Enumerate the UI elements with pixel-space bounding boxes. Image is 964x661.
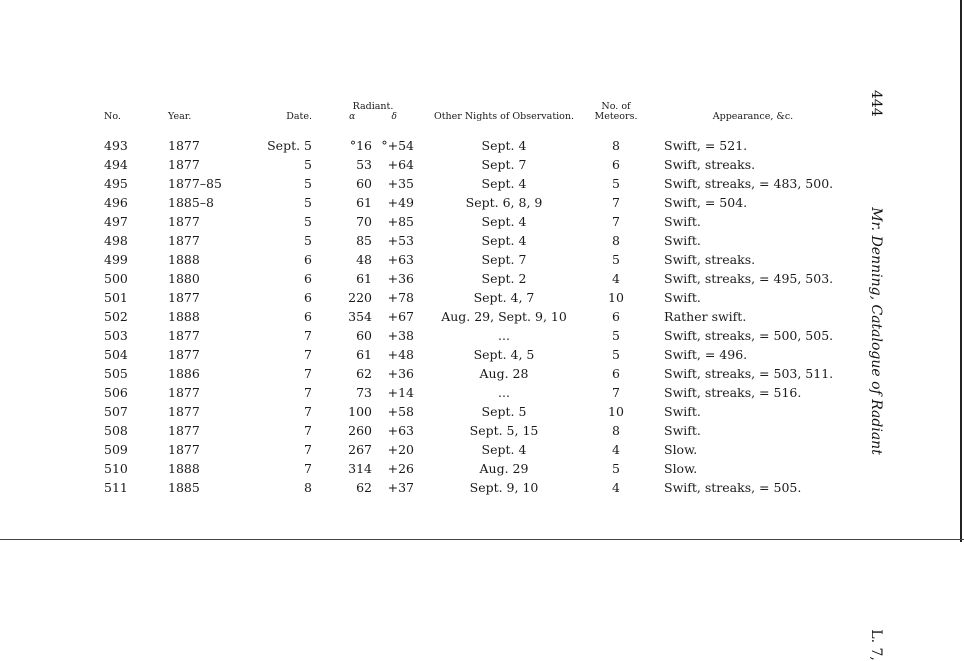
- header-date: Date.: [286, 111, 312, 122]
- row-right-ascension: 314: [348, 461, 372, 476]
- row-date: 5: [304, 176, 312, 191]
- table-row: [96, 136, 842, 155]
- row-right-ascension: 354: [348, 309, 372, 324]
- row-right-ascension: °16: [349, 138, 372, 153]
- row-other-nights: ...: [498, 328, 510, 343]
- header-radiant-label: Radiant.: [352, 101, 394, 112]
- header-meteors: No. of Meteors.: [594, 101, 638, 122]
- header-radiant: [332, 102, 414, 136]
- row-number: 498: [104, 233, 128, 248]
- row-number: 510: [104, 461, 128, 476]
- row-other-nights: Sept. 5, 15: [469, 423, 539, 438]
- page-bottom-line: [0, 539, 964, 540]
- row-appearance: Swift, streaks, = 500, 505.: [664, 328, 834, 343]
- running-tail: L. 7,: [868, 629, 884, 661]
- row-meteor-count: 7: [612, 195, 620, 210]
- row-number: 500: [104, 271, 128, 286]
- row-appearance: Swift, streaks.: [664, 252, 756, 267]
- row-declination: +36: [387, 271, 414, 286]
- row-appearance: Swift, streaks.: [664, 157, 756, 172]
- row-other-nights: ...: [498, 385, 510, 400]
- row-right-ascension: 61: [356, 271, 372, 286]
- table-row: [96, 364, 842, 383]
- row-date: 6: [304, 252, 312, 267]
- row-declination: +67: [387, 309, 414, 324]
- row-year: 1877: [168, 404, 200, 419]
- table-row: [96, 155, 842, 174]
- row-date: Sept. 5: [267, 138, 312, 153]
- row-declination: +63: [387, 423, 414, 438]
- row-meteor-count: 4: [612, 271, 620, 286]
- row-meteor-count: 10: [608, 290, 624, 305]
- row-number: 501: [104, 290, 128, 305]
- row-number: 494: [104, 157, 128, 172]
- row-date: 7: [304, 347, 312, 362]
- row-appearance: Swift, streaks, = 495, 503.: [664, 271, 834, 286]
- row-number: 508: [104, 423, 128, 438]
- row-declination: +49: [387, 195, 414, 210]
- row-right-ascension: 73: [356, 385, 372, 400]
- row-date: 5: [304, 214, 312, 229]
- row-year: 1877: [168, 442, 200, 457]
- row-other-nights: Sept. 6, 8, 9: [465, 195, 543, 210]
- header-year: Year.: [168, 111, 192, 122]
- row-other-nights: Aug. 29: [479, 461, 529, 476]
- row-other-nights: Sept. 4, 5: [473, 347, 535, 362]
- row-number: 495: [104, 176, 128, 191]
- row-appearance: Swift, streaks, = 505.: [664, 480, 802, 495]
- row-year: 1885–8: [168, 195, 215, 210]
- row-gap: [638, 136, 664, 155]
- row-date: 7: [304, 423, 312, 438]
- row-right-ascension: 70: [356, 214, 372, 229]
- row-number: 497: [104, 214, 128, 229]
- table-row: [96, 307, 842, 326]
- row-meteor-count: 4: [612, 480, 620, 495]
- row-gap: [638, 307, 664, 326]
- row-right-ascension: 100: [348, 404, 372, 419]
- row-number: 496: [104, 195, 128, 210]
- row-declination: +78: [387, 290, 414, 305]
- row-declination: +53: [387, 233, 414, 248]
- row-declination: +85: [387, 214, 414, 229]
- row-appearance: Swift.: [664, 214, 701, 229]
- row-number: 511: [104, 480, 128, 495]
- row-date: 5: [304, 195, 312, 210]
- row-right-ascension: 267: [348, 442, 372, 457]
- row-year: 1877: [168, 233, 200, 248]
- row-other-nights: Sept. 4: [481, 442, 527, 457]
- row-declination: +35: [387, 176, 414, 191]
- header-alpha: α: [349, 112, 356, 122]
- row-number: 503: [104, 328, 128, 343]
- row-year: 1877–85: [168, 176, 222, 191]
- row-other-nights: Aug. 29, Sept. 9, 10: [441, 309, 567, 324]
- row-meteor-count: 5: [612, 461, 620, 476]
- table-row: [96, 174, 842, 193]
- row-other-nights: Sept. 4: [481, 214, 527, 229]
- row-gap: [638, 174, 664, 193]
- row-date: 5: [304, 157, 312, 172]
- row-right-ascension: 60: [356, 176, 372, 191]
- row-number: 506: [104, 385, 128, 400]
- header-gap: [638, 102, 664, 136]
- row-meteor-count: 7: [612, 214, 620, 229]
- row-date: 7: [304, 366, 312, 381]
- table-row: [96, 402, 842, 421]
- row-other-nights: Sept. 7: [481, 157, 527, 172]
- row-date: 6: [304, 290, 312, 305]
- row-declination: +63: [387, 252, 414, 267]
- row-meteor-count: 5: [612, 347, 620, 362]
- row-right-ascension: 61: [356, 195, 372, 210]
- header-other-nights: Other Nights of Observation.: [433, 111, 575, 122]
- row-declination: +37: [387, 480, 414, 495]
- row-gap: [638, 250, 664, 269]
- row-gap: [638, 155, 664, 174]
- table-row: [96, 478, 842, 497]
- row-year: 1877: [168, 347, 200, 362]
- header-no: No.: [104, 111, 121, 122]
- header-appearance: Appearance, &c.: [712, 111, 794, 122]
- row-appearance: Rather swift.: [664, 309, 747, 324]
- row-meteor-count: 6: [612, 309, 620, 324]
- row-gap: [638, 288, 664, 307]
- radiant-catalogue-table: [96, 102, 842, 497]
- row-number: 507: [104, 404, 128, 419]
- row-declination: +36: [387, 366, 414, 381]
- row-year: 1877: [168, 290, 200, 305]
- row-gap: [638, 459, 664, 478]
- row-other-nights: Sept. 4: [481, 176, 527, 191]
- table-row: [96, 421, 842, 440]
- running-head: [868, 90, 884, 661]
- table-row: [96, 383, 842, 402]
- row-declination: +64: [387, 157, 414, 172]
- row-appearance: Slow.: [664, 442, 698, 457]
- row-year: 1877: [168, 157, 200, 172]
- row-year: 1885: [168, 480, 200, 495]
- row-appearance: Slow.: [664, 461, 698, 476]
- row-meteor-count: 7: [612, 385, 620, 400]
- row-date: 7: [304, 328, 312, 343]
- row-date: 6: [304, 271, 312, 286]
- table-header-row: [96, 102, 842, 136]
- row-other-nights: Aug. 28: [479, 366, 529, 381]
- row-right-ascension: 260: [348, 423, 372, 438]
- row-date: 5: [304, 233, 312, 248]
- row-meteor-count: 5: [612, 176, 620, 191]
- row-other-nights: Sept. 9, 10: [469, 480, 539, 495]
- row-other-nights: Sept. 2: [481, 271, 527, 286]
- table-row: [96, 288, 842, 307]
- row-other-nights: Sept. 5: [481, 404, 527, 419]
- row-other-nights: Sept. 4: [481, 138, 527, 153]
- table-row: [96, 212, 842, 231]
- row-number: 509: [104, 442, 128, 457]
- row-year: 1877: [168, 385, 200, 400]
- row-right-ascension: 220: [348, 290, 372, 305]
- row-gap: [638, 326, 664, 345]
- row-date: 8: [304, 480, 312, 495]
- table-row: [96, 326, 842, 345]
- row-gap: [638, 193, 664, 212]
- row-number: 504: [104, 347, 128, 362]
- page-edge-line: [960, 0, 962, 542]
- row-meteor-count: 8: [612, 423, 620, 438]
- row-gap: [638, 231, 664, 250]
- row-declination: +20: [387, 442, 414, 457]
- row-meteor-count: 8: [612, 138, 620, 153]
- table-row: [96, 193, 842, 212]
- table-row: [96, 440, 842, 459]
- row-right-ascension: 53: [356, 157, 372, 172]
- row-appearance: Swift, streaks, = 503, 511.: [664, 366, 834, 381]
- row-declination: +14: [387, 385, 414, 400]
- row-gap: [638, 383, 664, 402]
- row-right-ascension: 62: [356, 366, 372, 381]
- row-declination: °+54: [381, 138, 414, 153]
- row-number: 499: [104, 252, 128, 267]
- row-meteor-count: 8: [612, 233, 620, 248]
- row-meteor-count: 10: [608, 404, 624, 419]
- row-year: 1877: [168, 328, 200, 343]
- row-meteor-count: 5: [612, 252, 620, 267]
- row-appearance: Swift, = 496.: [664, 347, 748, 362]
- row-gap: [638, 269, 664, 288]
- row-year: 1877: [168, 214, 200, 229]
- row-number: 502: [104, 309, 128, 324]
- row-date: 6: [304, 309, 312, 324]
- row-year: 1880: [168, 271, 200, 286]
- row-gap: [638, 478, 664, 497]
- row-date: 7: [304, 461, 312, 476]
- row-other-nights: Sept. 4, 7: [473, 290, 535, 305]
- row-appearance: Swift.: [664, 233, 701, 248]
- row-appearance: Swift, streaks, = 483, 500.: [664, 176, 834, 191]
- row-gap: [638, 364, 664, 383]
- row-gap: [638, 212, 664, 231]
- table-body: [96, 136, 842, 497]
- row-appearance: Swift.: [664, 290, 701, 305]
- row-appearance: Swift.: [664, 404, 701, 419]
- row-date: 7: [304, 404, 312, 419]
- row-gap: [638, 421, 664, 440]
- row-year: 1877: [168, 138, 200, 153]
- row-appearance: Swift, = 504.: [664, 195, 748, 210]
- table-row: [96, 345, 842, 364]
- table-row: [96, 459, 842, 478]
- row-year: 1888: [168, 252, 200, 267]
- row-declination: +58: [387, 404, 414, 419]
- row-year: 1886: [168, 366, 200, 381]
- page-number: 444: [868, 90, 884, 117]
- row-right-ascension: 48: [356, 252, 372, 267]
- row-appearance: Swift.: [664, 423, 701, 438]
- row-number: 505: [104, 366, 128, 381]
- row-appearance: Swift, streaks, = 516.: [664, 385, 802, 400]
- row-meteor-count: 4: [612, 442, 620, 457]
- row-right-ascension: 85: [356, 233, 372, 248]
- table-row: [96, 269, 842, 288]
- table-row: [96, 231, 842, 250]
- row-meteor-count: 6: [612, 366, 620, 381]
- row-gap: [638, 345, 664, 364]
- row-gap: [638, 402, 664, 421]
- row-year: 1877: [168, 423, 200, 438]
- row-right-ascension: 62: [356, 480, 372, 495]
- row-right-ascension: 60: [356, 328, 372, 343]
- row-meteor-count: 5: [612, 328, 620, 343]
- row-declination: +38: [387, 328, 414, 343]
- row-year: 1888: [168, 461, 200, 476]
- header-delta: δ: [391, 112, 397, 122]
- row-declination: +48: [387, 347, 414, 362]
- row-other-nights: Sept. 7: [481, 252, 527, 267]
- running-title: Mr. Denning, Catalogue of Radiant: [868, 207, 884, 455]
- row-declination: +26: [387, 461, 414, 476]
- row-meteor-count: 6: [612, 157, 620, 172]
- row-date: 7: [304, 442, 312, 457]
- row-other-nights: Sept. 4: [481, 233, 527, 248]
- row-gap: [638, 440, 664, 459]
- row-number: 493: [104, 138, 128, 153]
- row-right-ascension: 61: [356, 347, 372, 362]
- row-appearance: Swift, = 521.: [664, 138, 748, 153]
- table-row: [96, 250, 842, 269]
- row-year: 1888: [168, 309, 200, 324]
- row-date: 7: [304, 385, 312, 400]
